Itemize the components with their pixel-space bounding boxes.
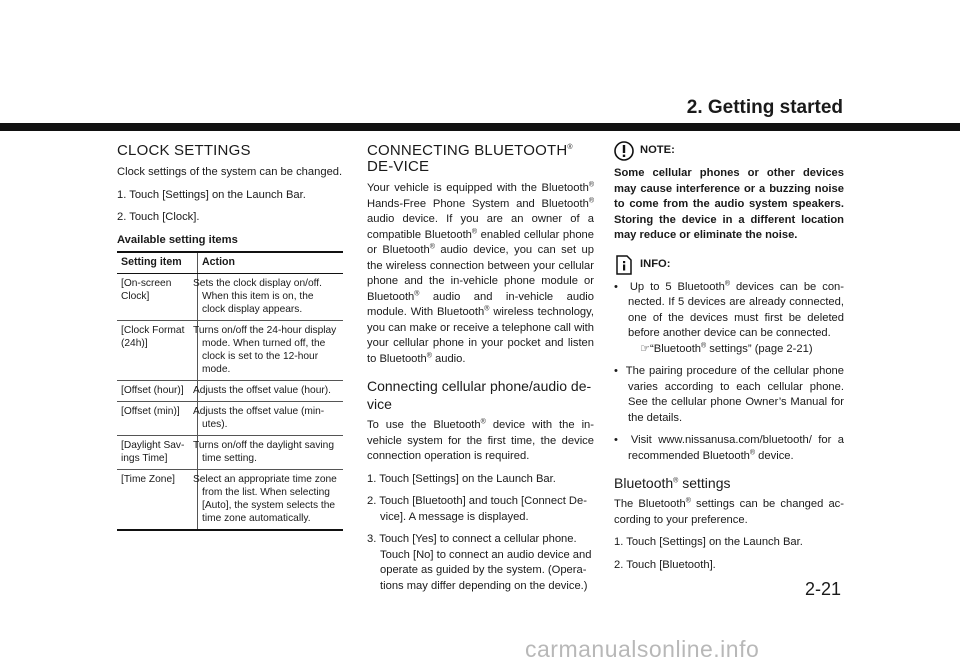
action-cell: Turns on/off the 24-hour display mode. When turned off, the clock is set to the 12-hour mode. [198, 321, 344, 381]
bluetooth-settings-intro: The Bluetooth® settings can be changed ac-cording to your preference. [614, 497, 844, 526]
table-row [117, 381, 343, 402]
available-items-label: Available setting items [117, 233, 238, 246]
table-row [117, 402, 343, 436]
setting-cell: [Daylight Sav-ings Time] [117, 436, 198, 470]
clock-step-1: 1. Touch [Settings] on the Launch Bar. [117, 188, 306, 201]
action-cell: Turns on/off the daylight saving time setting. [198, 436, 344, 470]
note-label: NOTE: [640, 144, 675, 157]
connect-device-subheading: Connecting cellular phone/audio de-vice [367, 378, 592, 412]
info-bullet-2: • The pairing procedure of the cellular phone varies according to each cellular phone. See the cellular phone Owner’s Manual for the details. [614, 365, 845, 424]
table-row [117, 321, 343, 381]
action-cell: Select an appropriate time zone from the list. When selecting [Auto], the system selects the time zone automatically. [198, 470, 344, 531]
table-header-setting: Setting item [117, 252, 198, 274]
table-row [117, 470, 343, 531]
info-bullet-3: • Visit www.nissanusa.com/bluetooth/ for a recommended Bluetooth® device. [614, 434, 844, 462]
clock-settings-column [117, 140, 343, 531]
table-header-action: Action [198, 252, 344, 274]
clock-intro: Clock settings of the system can be changed. [117, 166, 343, 178]
caution-icon [614, 140, 634, 162]
action-cell: Adjusts the offset value (hour). [198, 381, 344, 402]
connect-step-3: 3. Touch [Yes] to connect a cellular phone. Touch [No] to connect an audio device and operate as guided by the system. (Opera-tions may differ depending on the device.) [367, 533, 592, 592]
connect-step-1: 1. Touch [Settings] on the Launch Bar. [367, 472, 556, 485]
setting-cell: [Offset (min)] [117, 402, 198, 436]
note-header [614, 140, 844, 162]
notes-column [614, 140, 844, 580]
note-text: Some cellular phones or other devices may cause interference or a buzzing noise to come from the audio system speakers. Storing the device in a different location may reduce or eliminate the noise. [614, 167, 844, 241]
bluetooth-settings-heading: Bluetooth® settings [614, 475, 731, 491]
action-cell: Sets the clock display on/off. When this item is on, the clock display appears. [198, 274, 344, 321]
setting-cell: [Clock Format (24h)] [117, 321, 198, 381]
connect-device-intro: To use the Bluetooth® device with the in-vehicle system for the first time, the device connection operation is required. [367, 418, 594, 462]
header-rule [0, 123, 960, 131]
info-header [614, 254, 844, 276]
clock-step-2: 2. Touch [Clock]. [117, 211, 200, 223]
table-header-row [117, 252, 343, 274]
bluetooth-intro: Your vehicle is equipped with the Bluetooth® Hands-Free Phone System and Bluetooth® audio device. If you are an owner of a compatible Bluetooth® enabled cellular phone or Bluetooth® audio device, you can set up the wireless connection between your cellular phone and the in-vehicle phone module or Bluetooth® audio and in-vehicle audio module. With Bluetooth® wireless technology, you can make or receive a telephone call with your cellular phone in your pocket and listen to Bluetooth® audio. [367, 181, 595, 365]
clock-settings-table [117, 251, 343, 531]
action-cell: Adjusts the offset value (min-utes). [198, 402, 344, 436]
clock-settings-heading: CLOCK SETTINGS [117, 142, 251, 159]
bt-settings-step-2: 2. Touch [Bluetooth]. [614, 558, 716, 571]
table-row [117, 274, 343, 321]
bluetooth-connect-heading: CONNECTING BLUETOOTH® DE-VICE [367, 142, 573, 175]
setting-cell: [Time Zone] [117, 470, 198, 531]
table-row [117, 436, 343, 470]
setting-cell: [On-screen Clock] [117, 274, 198, 321]
reference-arrow-icon: ☞ [640, 342, 651, 355]
info-icon [614, 254, 634, 276]
bluetooth-connect-column [367, 140, 594, 601]
setting-cell: [Offset (hour)] [117, 381, 198, 402]
cross-reference[interactable]: ☞“Bluetooth® settings” (page 2-21) [640, 341, 813, 355]
watermark: carmanualsonline.info [525, 636, 760, 662]
info-bullet-1: • Up to 5 Bluetooth® devices can be con-nected. If 5 devices are already connected, one of the devices must first be deleted before another device can be connected. ☞“Bluetooth® settings” (page 2-21) [614, 280, 844, 358]
info-label: INFO: [640, 257, 671, 270]
connect-step-2: 2. Touch [Bluetooth] and touch [Connect De-vice]. A message is displayed. [367, 495, 587, 523]
chapter-title: 2. Getting started [686, 97, 843, 118]
bt-settings-step-1: 1. Touch [Settings] on the Launch Bar. [614, 536, 803, 548]
page-number: 2-21 [804, 579, 841, 599]
